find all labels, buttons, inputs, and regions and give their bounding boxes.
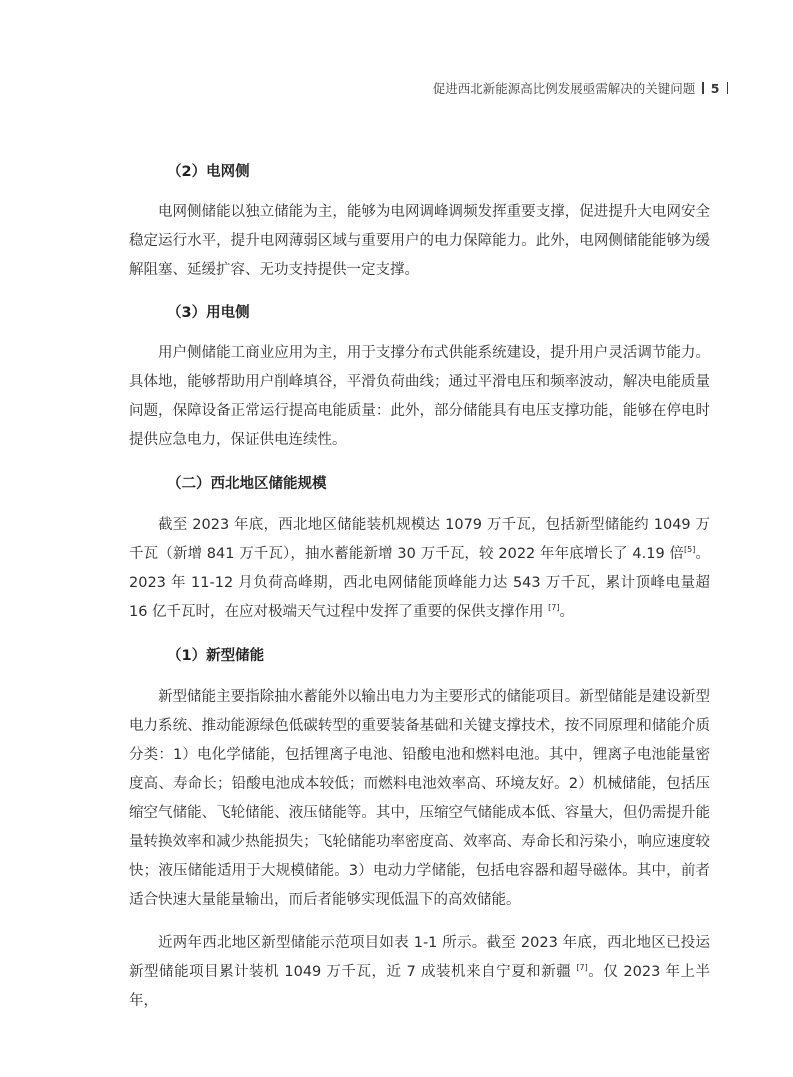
page-body	[129, 160, 710, 1016]
paragraph-text: 近两年西北地区新型储能示范项目如表 1-1 所示。截至 2023 年底，西北地区已投运新型储能项目累计装机 1049 万千瓦，近 7 成装机来自宁夏和新疆	[129, 935, 710, 980]
section-heading: （1）新型储能	[167, 648, 265, 664]
paragraph-text: 截至 2023 年底，西北地区储能装机规模达 1079 万千瓦，包括新型储能约 1049 万千瓦（新增 841 万千瓦），抽水蓄能新增 30 万千瓦，较 2022 年年底增长了 4.19 倍	[129, 517, 710, 562]
paragraph	[129, 339, 710, 455]
paragraph	[129, 198, 710, 285]
paragraph-text: 。	[559, 604, 575, 620]
citation: [7]	[548, 603, 560, 612]
paragraph-text: 用户侧储能工商业应用为主，用于支撑分布式供能系统建设，提升用户灵活调节能力。具体地，能够帮助用户削峰填谷，平滑负荷曲线；通过平滑电压和频率波动，解决电能质量问题，保障设备正常运行提高电能质量：此外，部分储能具有电压支撑功能，能够在停电时提供应急电力，保证供电连续性。	[129, 345, 710, 448]
citation: [7]	[576, 963, 588, 972]
paragraph-text: 。仅 2023 年上半年，	[129, 964, 711, 1009]
paragraph-text: 。2023 年 11-12 月负荷高峰期，西北电网储能顶峰能力达 543 万千瓦，累计顶峰电量超 16 亿千瓦时，在应对极端天气过程中发挥了重要的保供支撑作用	[129, 546, 711, 620]
section-heading: （3）用电侧	[167, 305, 250, 321]
page-number: 5	[710, 80, 720, 96]
header-divider	[702, 82, 704, 94]
section-heading: （二）西北地区储能规模	[167, 476, 327, 492]
paragraph	[129, 929, 710, 1016]
paragraph	[129, 683, 710, 915]
paragraph-text: 电网侧储能以独立储能为主，能够为电网调峰调频发挥重要支撑，促进提升大电网安全稳定运行水平，提升电网薄弱区域与重要用户的电力保障能力。此外，电网侧储能能够为缓解阻塞、延缓扩容、无功支持提供一定支撑。	[129, 204, 710, 278]
running-header	[433, 78, 735, 98]
header-title: 促进西北新能源高比例发展亟需解决的关键问题	[432, 81, 696, 96]
paragraph	[129, 511, 710, 627]
header-divider	[727, 82, 729, 94]
citation: [5]	[684, 545, 696, 554]
section-heading: （2）电网侧	[167, 164, 250, 180]
paragraph-text: 新型储能主要指除抽水蓄能外以输出电力为主要形式的储能项目。新型储能是建设新型电力系统、推动能源绿色低碳转型的重要装备基础和关键支撑技术，按不同原理和储能介质分类：1）电化学储能，包括锂离子电池、铅酸电池和燃料电池。其中，锂离子电池能量密度高、寿命长；铅酸电池成本较低；而燃料电池效率高、环境友好。2）机械储能，包括压缩空气储能、飞轮储能、液压储能等。其中，压缩空气储能成本低、容量大，但仍需提升能量转换效率和减少热能损失；飞轮储能功率密度高、效率高、寿命长和污染小，响应速度较快；液压储能适用于大规模储能。3）电动力学储能，包括电容器和超导磁体。其中，前者适合快速大量能量输出，而后者能够实现低温下的高效储能。	[129, 689, 710, 908]
